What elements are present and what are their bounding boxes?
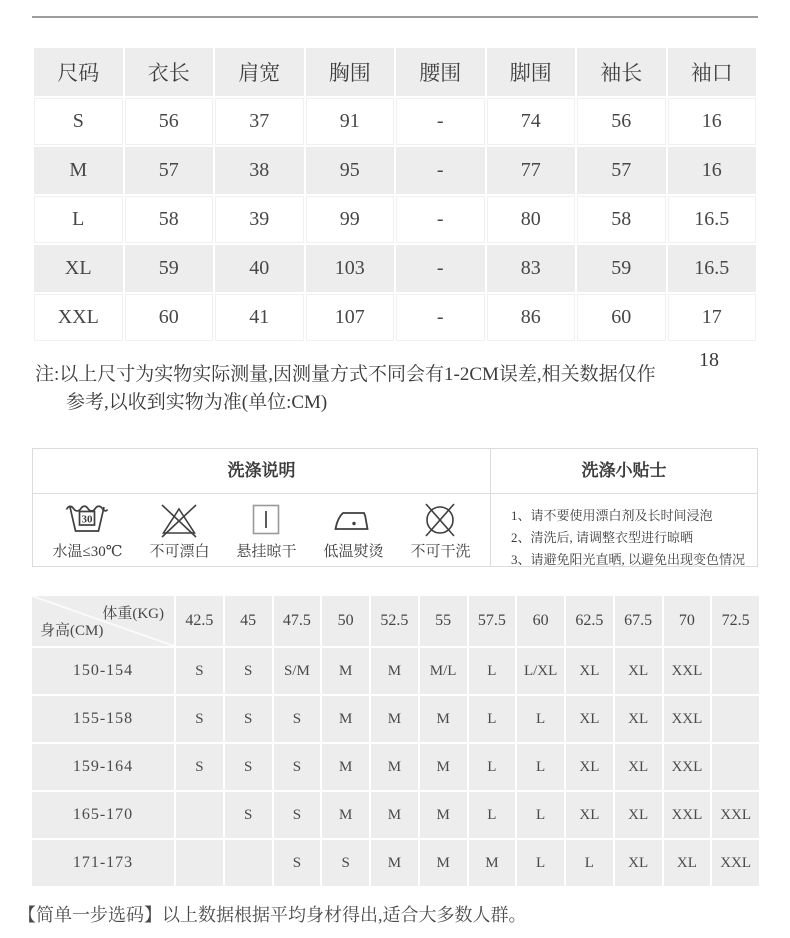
corner-weight-label: 体重(KG) [102, 606, 164, 622]
fit-table-size-cell: S [225, 648, 272, 694]
fit-table-size-cell: L [469, 792, 516, 838]
corner-height-label: 身高(CM) [40, 623, 104, 639]
measurement-note [35, 361, 656, 417]
size-table-cell: 41 [215, 294, 304, 341]
size-table-cell: - [396, 294, 485, 341]
size-table-cell: S [34, 98, 123, 145]
size-table-cell: 17 [668, 294, 757, 341]
fit-table-row [32, 648, 759, 694]
fit-table-size-cell: M [322, 792, 369, 838]
fit-table-size-cell: S [225, 792, 272, 838]
care-symbol-low-iron [323, 501, 383, 561]
fit-table [30, 594, 761, 888]
size-table-cell: 58 [125, 196, 214, 243]
fit-table-weight-header: 67.5 [615, 596, 662, 646]
fit-table-size-cell: M [420, 744, 467, 790]
size-table [32, 46, 758, 343]
fit-table-weight-header: 45 [225, 596, 272, 646]
size-table-cell: XXL [34, 294, 123, 341]
care-tips-panel [491, 449, 757, 566]
top-divider-line [32, 16, 758, 18]
fit-table-size-cell: XL [566, 696, 613, 742]
size-table-row [34, 196, 756, 243]
size-table-cell: 77 [487, 147, 576, 194]
care-symbol-label: 不可干洗 [410, 544, 471, 560]
size-table-cell: 16.5 [668, 245, 757, 292]
fit-table-size-cell [712, 648, 759, 694]
size-table-cell: 86 [487, 294, 576, 341]
size-table-cell: - [396, 196, 485, 243]
fit-table-height-cell: 171-173 [32, 840, 174, 886]
fit-table-size-cell: XXL [664, 696, 711, 742]
fit-table-size-cell: M [371, 840, 418, 886]
size-table-cell: 74 [487, 98, 576, 145]
fit-table-size-cell: S [274, 696, 321, 742]
care-tips-title: 洗涤小贴士 [491, 449, 757, 494]
care-symbol-no-dryclean [410, 501, 470, 561]
size-table-header-cell: 胸围 [306, 48, 395, 96]
care-box [32, 448, 758, 567]
fit-table-row [32, 744, 759, 790]
fit-table-weight-header: 70 [664, 596, 711, 646]
fit-table-size-cell: S [176, 648, 223, 694]
fit-table-weight-header: 57.5 [469, 596, 516, 646]
fit-table-size-cell: S/M [274, 648, 321, 694]
fit-table-size-cell: M [322, 696, 369, 742]
size-table-cell: L [34, 196, 123, 243]
wash-30-icon [64, 501, 110, 539]
fit-table-height-cell: 155-158 [32, 696, 174, 742]
fit-table-size-cell: S [322, 840, 369, 886]
fit-table-size-cell [225, 840, 272, 886]
care-symbol-wash [52, 501, 122, 561]
fit-table-size-cell: M [420, 840, 467, 886]
fit-table-size-cell: M [322, 744, 369, 790]
fit-table-weight-header: 62.5 [566, 596, 613, 646]
fit-table-size-cell: S [274, 744, 321, 790]
size-table-cell: 60 [125, 294, 214, 341]
size-table-cell: 59 [577, 245, 666, 292]
fit-table-body [32, 648, 759, 886]
fit-table-height-cell: 159-164 [32, 744, 174, 790]
fit-table-size-cell: M [420, 696, 467, 742]
size-table-cell: 16 [668, 147, 757, 194]
care-symbol-hang-dry [236, 501, 296, 561]
fit-table-size-cell: XL [615, 792, 662, 838]
no-dryclean-icon [418, 501, 462, 539]
care-symbol-label: 不可漂白 [149, 544, 210, 560]
fit-table-size-cell: L [566, 840, 613, 886]
fit-table-size-cell: M [371, 648, 418, 694]
size-table-cell: - [396, 147, 485, 194]
fit-table-size-cell: L [517, 744, 564, 790]
fit-table-size-cell: XL [566, 744, 613, 790]
fit-table-weight-header: 42.5 [176, 596, 223, 646]
care-symbol-no-bleach [149, 501, 209, 561]
fit-table-size-cell: XL [664, 840, 711, 886]
fit-table-size-cell: XXL [664, 744, 711, 790]
fit-table-size-cell: S [225, 696, 272, 742]
size-table-cell: 60 [577, 294, 666, 341]
size-table-cell: M [34, 147, 123, 194]
fit-table-size-cell: M/L [420, 648, 467, 694]
fit-table-size-cell: L [469, 696, 516, 742]
size-table-cell: - [396, 98, 485, 145]
care-symbol-label: 低温熨烫 [323, 544, 384, 560]
fit-table-size-cell: XL [615, 648, 662, 694]
fit-table-size-cell: XXL [664, 648, 711, 694]
size-table-header-cell: 袖口 [668, 48, 757, 96]
fit-table-size-cell [176, 792, 223, 838]
care-tip: 2、清洗后, 请调整衣型进行晾晒 [511, 530, 694, 545]
size-table-cell: XL [34, 245, 123, 292]
size-table-cell: 99 [306, 196, 395, 243]
size-table-cell: 40 [215, 245, 304, 292]
fit-table-size-cell: M [322, 648, 369, 694]
size-table-cell: 16.5 [668, 196, 757, 243]
fit-table-header-row [32, 596, 759, 646]
fit-table-size-cell: L [517, 696, 564, 742]
size-table-cell: - [396, 245, 485, 292]
size-table-cell: 58 [577, 196, 666, 243]
size-table-cell: 103 [306, 245, 395, 292]
fit-table-row [32, 840, 759, 886]
fit-table-size-cell: S [225, 744, 272, 790]
fit-table-height-cell: 150-154 [32, 648, 174, 694]
fit-table-size-cell: S [274, 840, 321, 886]
fit-table-size-cell: L [469, 744, 516, 790]
low-iron-icon [330, 501, 376, 539]
care-symbols-row [33, 494, 490, 561]
fit-table-size-cell: XL [615, 696, 662, 742]
size-table-header-row [34, 48, 756, 96]
fit-table-size-cell: S [274, 792, 321, 838]
fit-table-weight-header: 52.5 [371, 596, 418, 646]
size-table-header-cell: 脚围 [487, 48, 576, 96]
fit-table-size-cell: S [176, 744, 223, 790]
size-table-cell: 91 [306, 98, 395, 145]
fit-table-size-cell: XL [615, 840, 662, 886]
fit-table-size-cell: M [371, 744, 418, 790]
size-table-cell: 16 [668, 98, 757, 145]
fit-table-size-cell [176, 840, 223, 886]
fit-table-weight-header: 60 [517, 596, 564, 646]
size-table-row [34, 147, 756, 194]
size-table-row [34, 245, 756, 292]
care-symbol-label: 悬挂晾干 [236, 544, 297, 560]
measurement-note-line2: 参考,以收到实物为准(单位:CM) [66, 392, 328, 413]
care-instructions-title: 洗涤说明 [33, 449, 490, 494]
fit-table-size-cell: XL [566, 648, 613, 694]
fit-table-size-cell: L [469, 648, 516, 694]
size-table-cell: 39 [215, 196, 304, 243]
fit-table-row [32, 696, 759, 742]
fit-table-size-cell: M [371, 696, 418, 742]
size-table-body [34, 98, 756, 341]
size-table-cell: 107 [306, 294, 395, 341]
fit-table-size-cell: XXL [712, 840, 759, 886]
size-table-cell: 56 [125, 98, 214, 145]
fit-table-height-cell: 165-170 [32, 792, 174, 838]
hang-dry-icon [246, 501, 286, 539]
measurement-note-line1: 注:以上尺寸为实物实际测量,因测量方式不同会有1-2CM误差,相关数据仅作 [35, 364, 656, 385]
fit-table-weight-header: 47.5 [274, 596, 321, 646]
size-table-row [34, 294, 756, 341]
size-table-header-cell: 肩宽 [215, 48, 304, 96]
size-table-row [34, 98, 756, 145]
fit-table-row [32, 792, 759, 838]
footer-note: 【简单一步选码】以上数据根据平均身材得出,适合大多数人群。 [18, 905, 527, 925]
size-table-cell: 95 [306, 147, 395, 194]
fit-table-weight-header: 55 [420, 596, 467, 646]
size-table-cell: 38 [215, 147, 304, 194]
fit-table-size-cell: XL [566, 792, 613, 838]
fit-table-size-cell: L [517, 840, 564, 886]
fit-table-size-cell: S [176, 696, 223, 742]
fit-table-size-cell: M [371, 792, 418, 838]
care-instructions-panel [33, 449, 491, 566]
fit-table-size-cell: XXL [664, 792, 711, 838]
fit-table-size-cell: L/XL [517, 648, 564, 694]
size-table-header-cell: 腰围 [396, 48, 485, 96]
svg-text:30: 30 [81, 513, 93, 526]
size-table-cell: 37 [215, 98, 304, 145]
fit-table-size-cell [712, 696, 759, 742]
care-symbol-label: 水温≤30℃ [52, 544, 123, 560]
size-table-header-cell: 袖长 [577, 48, 666, 96]
fit-table-size-cell: XXL [712, 792, 759, 838]
fit-table-size-cell: XL [615, 744, 662, 790]
fit-table-weight-header: 72.5 [712, 596, 759, 646]
size-table-cell: 80 [487, 196, 576, 243]
care-tip: 1、请不要使用漂白剂及长时间浸泡 [511, 508, 713, 523]
care-tips-list [491, 494, 757, 571]
stray-value: 18 [699, 349, 719, 371]
fit-table-size-cell: M [420, 792, 467, 838]
size-table-header-cell: 衣长 [125, 48, 214, 96]
size-table-cell: 59 [125, 245, 214, 292]
size-table-cell: 57 [577, 147, 666, 194]
fit-table-size-cell [712, 744, 759, 790]
fit-table-size-cell: M [469, 840, 516, 886]
size-table-cell: 83 [487, 245, 576, 292]
size-table-header-cell: 尺码 [34, 48, 123, 96]
fit-table-weight-header: 50 [322, 596, 369, 646]
fit-table-size-cell: L [517, 792, 564, 838]
size-table-cell: 57 [125, 147, 214, 194]
no-bleach-icon [157, 501, 201, 539]
fit-table-corner-cell [32, 596, 174, 646]
size-table-cell: 56 [577, 98, 666, 145]
care-tip: 3、请避免阳光直晒, 以避免出现变色情况 [511, 552, 746, 567]
